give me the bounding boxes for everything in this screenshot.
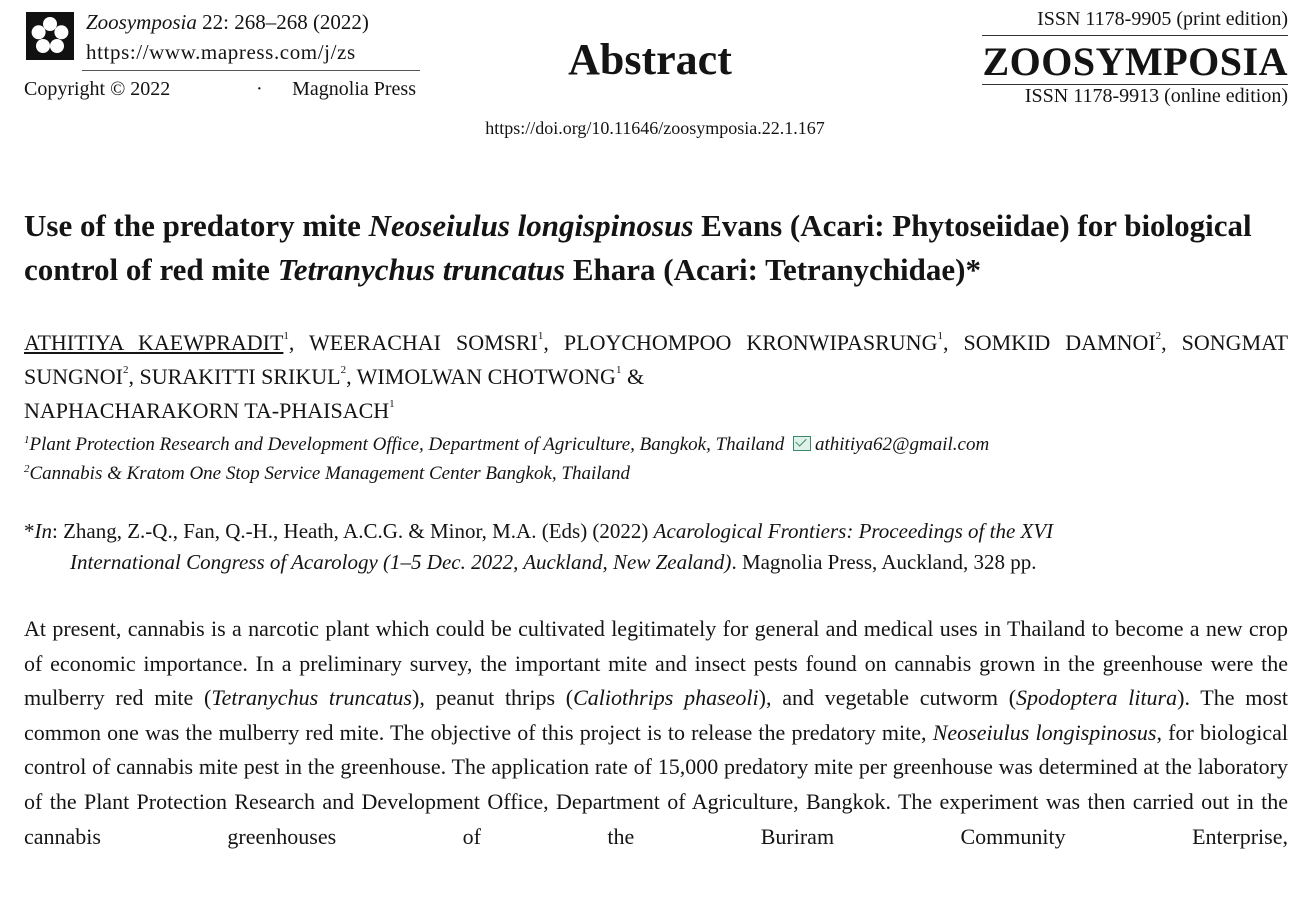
- author-name: NAPHACHARAKORN TA-PHAISACH: [24, 398, 390, 423]
- author-name: WEERACHAI SOMSRI: [309, 330, 538, 355]
- affiliation-number: 1: [24, 434, 30, 446]
- author-separator: ,: [346, 364, 357, 389]
- species-name: Tetranychus truncatus: [211, 685, 412, 711]
- author-separator: ,: [942, 330, 964, 355]
- author-list: [24, 326, 1288, 428]
- doi-link[interactable]: https://doi.org/10.11646/zoosymposia.22.1.167: [485, 118, 825, 138]
- book-title-continued: International Congress of Acarology (1–5 Dec. 2022, Auckland, New Zealand): [70, 550, 732, 574]
- author-affiliation: 2: [340, 364, 347, 376]
- body-text: At present, cannabis is a narcotic plant which could be cultivated legitimately for general and medical uses in Thailand to become a new crop of economic importance. In a preliminary survey, the important mite and insect pests found on cannabis grown in the greenhouse were the mulberry red mite (: [24, 616, 1288, 711]
- author-separator: ,: [1161, 330, 1182, 355]
- title-species-1: Neoseiulus longispinosus: [368, 208, 694, 243]
- author-separator: ,: [543, 330, 564, 355]
- editors: : Zhang, Z.-Q., Fan, Q.-H., Heath, A.C.G. & Minor, M.A. (Eds) (2022): [52, 519, 654, 543]
- title-part: Use of the predatory mite: [24, 208, 369, 243]
- author-affiliation: 1: [389, 398, 395, 410]
- publisher-info: . Magnolia Press, Auckland, 328 pp.: [731, 550, 1037, 574]
- journal-name: Zoosymposia: [86, 10, 197, 34]
- issn-online: ISSN 1178-9913 (online edition): [1024, 85, 1288, 107]
- header-rule-top: [982, 35, 1288, 36]
- section-title: Abstract: [568, 35, 732, 84]
- separator-dot: ·: [256, 78, 263, 100]
- author-separator: &: [621, 364, 645, 389]
- author-affiliation: 1: [937, 330, 943, 342]
- article-title: [24, 204, 1288, 292]
- in-label: In: [34, 519, 52, 543]
- journal-citation: [86, 7, 369, 67]
- footnote-star: *: [24, 519, 35, 543]
- author-name: WIMOLWAN CHOTWONG: [356, 364, 616, 389]
- body-text: ), peanut thrips (: [412, 685, 574, 711]
- species-name: Neoseiulus longispinosus: [932, 719, 1157, 745]
- publisher-name: Magnolia Press: [292, 78, 416, 100]
- header-divider: [82, 70, 420, 71]
- book-title: Acarological Frontiers: Proceedings of the XVI: [653, 519, 1054, 543]
- journal-title: ZOOSYMPOSIA: [982, 39, 1288, 84]
- body-text: ), and vegetable cutworm (: [758, 685, 1017, 711]
- affiliation-number: 2: [24, 463, 30, 475]
- author-affiliation: 2: [1155, 330, 1162, 342]
- flower-logo-icon: [26, 12, 74, 60]
- affiliation-2: [24, 459, 1288, 488]
- author-name: PLOYCHOMPOO KRONWIPASRUNG: [563, 330, 938, 355]
- author-name: SOMKID DAMNOI: [963, 330, 1156, 355]
- affiliation-text: Cannabis & Kratom One Stop Service Management Center Bangkok, Thailand: [29, 463, 631, 484]
- author-name: SONGMAT SUNGNOI: [24, 330, 1289, 389]
- species-name: Caliothrips phaseoli: [573, 685, 759, 711]
- copyright-text: Copyright © 2022: [24, 78, 171, 100]
- issn-print: ISSN 1178-9905 (print edition): [1037, 8, 1288, 30]
- author-name[interactable]: ATHITIYA KAEWPRADIT: [24, 330, 284, 355]
- author-affiliation: 1: [615, 364, 622, 376]
- author-affiliation: 1: [283, 330, 289, 342]
- author-affiliation: 2: [123, 364, 129, 376]
- affiliations: [24, 430, 1288, 488]
- email-link[interactable]: athitiya62@gmail.com: [815, 434, 990, 455]
- author-name: SURAKITTI SRIKUL: [139, 364, 341, 389]
- title-part: Ehara (Acari: Tetranychidae)*: [565, 252, 981, 287]
- species-name: Spodoptera litura: [1016, 685, 1178, 711]
- title-part: Evans (Acari: Phytoseiidae) for biological control of red mite: [24, 208, 1252, 287]
- body-text: ). The most common one was the mulberry red mite. The objective of this project is to release the predatory mite,: [24, 685, 1289, 745]
- copyright-line: [24, 76, 420, 102]
- title-species-2: Tetranychus truncatus: [277, 252, 566, 287]
- author-separator: ,: [288, 330, 309, 355]
- proceedings-reference: [24, 516, 1288, 578]
- abstract-body: [24, 612, 1288, 854]
- affiliation-1: [24, 430, 1288, 459]
- journal-url-link[interactable]: https://www.mapress.com/j/zs: [86, 40, 356, 64]
- journal-issue: 22: 268–268 (2022): [202, 10, 369, 34]
- body-text: , for biological control of cannabis mite pest in the greenhouse. The application rate of 15,000 predatory mite per greenhouse was determined at the laboratory of the Plant Protection Research and Development Office, Department of Agriculture, Bangkok. The experiment was then carried out in the cannabis greenhouses of the Buriram Community Enterprise,: [24, 719, 1288, 849]
- author-separator: ,: [128, 364, 140, 389]
- author-affiliation: 1: [537, 330, 544, 342]
- affiliation-text: Plant Protection Research and Development Office, Department of Agriculture, Bangkok, Thailand: [29, 434, 785, 455]
- email-icon: [793, 436, 811, 451]
